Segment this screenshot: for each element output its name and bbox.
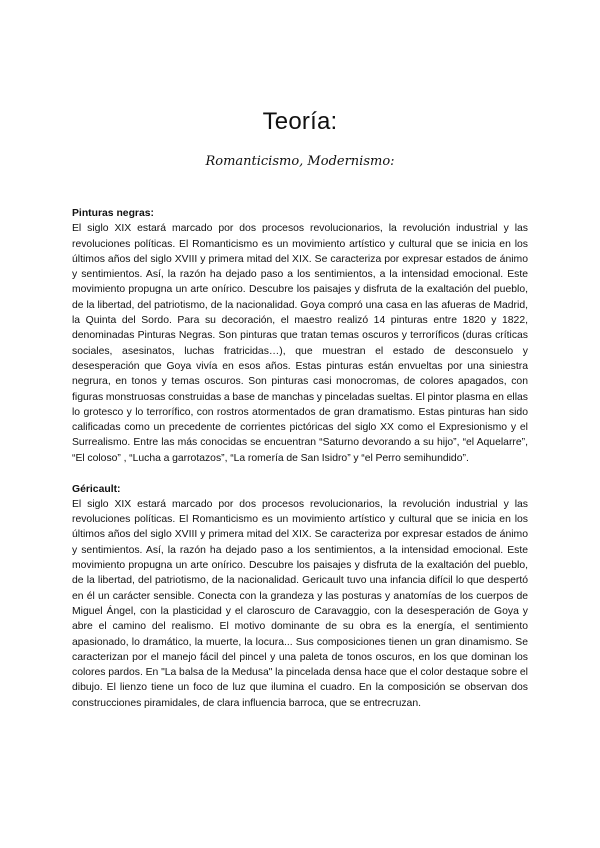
section-paragraph: El siglo XIX estará marcado por dos procesos revolucionarios, la revolución industrial y las revoluciones políticas. El Romanticismo es un movimiento artístico y cultural que se inicia en los últimos años del siglo XVIII y primera mitad del XIX. Se caracteriza por expresar estados de ánimo y sentimientos. Así, la razón ha dejado paso a los sentimientos, a la intensidad emocional. Este movimiento propugna un arte onírico. Descubre los paisajes y disfruta de la exaltación del pueblo, de la libertad, del patriotismo, de la nacionalidad. Goya compró una casa en las afueras de Madrid, la Quinta del Sordo. Para su decoración, el maestro realizó 14 pinturas entre 1820 y 1822, denominadas Pinturas Negras. Son pinturas que tratan temas oscuros y terroríficos (duras críticas sociales, asesinatos, luchas fratricidas…), que muestran el estado de desconsuelo y desesperación que Goya vivía en esos años. Estas pinturas están envueltas por una siniestra negrura, en tonos y temas oscuros. Son pinturas casi monocromas, de colores apagados, con figuras monstruosas construidas a base de manchas y pinceladas sueltas. El pintor plasma en ellas lo grotesco y lo terrorífico, con rostros atormentados de gran dramatismo. Estas pinturas han sido calificadas como un precedente de corrientes pictóricas del siglo XX como el Expresionismo y el Surrealismo. Entre las más conocidas se encuentran “Saturno devorando a su hijo”, “el Aquelarre”, “El coloso” , “Lucha a garrotazos”, “La romería de San Isidro” y “el Perro semihundido”. (72, 223, 528, 464)
page-title: Teoría: (262, 108, 338, 135)
section-pinturas-negras (72, 206, 528, 466)
section-paragraph: El siglo XIX estará marcado por dos procesos revolucionarios, la revolución industrial y las revoluciones políticas. El Romanticismo es un movimiento artístico y cultural que se inicia en los últimos años del siglo XVIII y primera mitad del XIX. Se caracteriza por expresar estados de ánimo y sentimientos. Así, la razón ha dejado paso a los sentimientos, a la intensidad emocional. Este movimiento propugna un arte onírico. Descubre los paisajes y disfruta de la exaltación del pueblo, de la libertad, del patriotismo, de la nacionalidad. Gericault tuvo una infancia difícil lo que despertó en él un carácter sensible. Conecta con la grandeza y las posturas y anatomías de los cuerpos de Miguel Ángel, con la plasticidad y el claroscuro de Caravaggio, con la desesperación de Goya y abre el camino del realismo. El motivo dominante de su obra es la energía, el sentimiento apasionado, lo dramático, la muerte, la locura... Sus composiciones tienen un gran dinamismo. Se caracterizan por el manejo fácil del pincel y una paleta de tonos oscuros, en los que dominan los colores pardos. En "La balsa de la Medusa" la pincelada densa hace que el color destaque sobre el dibujo. El lienzo tiene un foco de luz que ilumina el cuadro. En la composición se observan dos construcciones piramidales, de clara influencia barroca, que se entrecruzan. (72, 498, 528, 709)
page-subtitle: Romanticismo, Modernismo: (205, 154, 395, 169)
section-heading: Pinturas negras: (72, 208, 154, 219)
section-gericault (72, 482, 528, 711)
document-body (72, 206, 528, 727)
section-heading: Géricault: (72, 483, 121, 495)
